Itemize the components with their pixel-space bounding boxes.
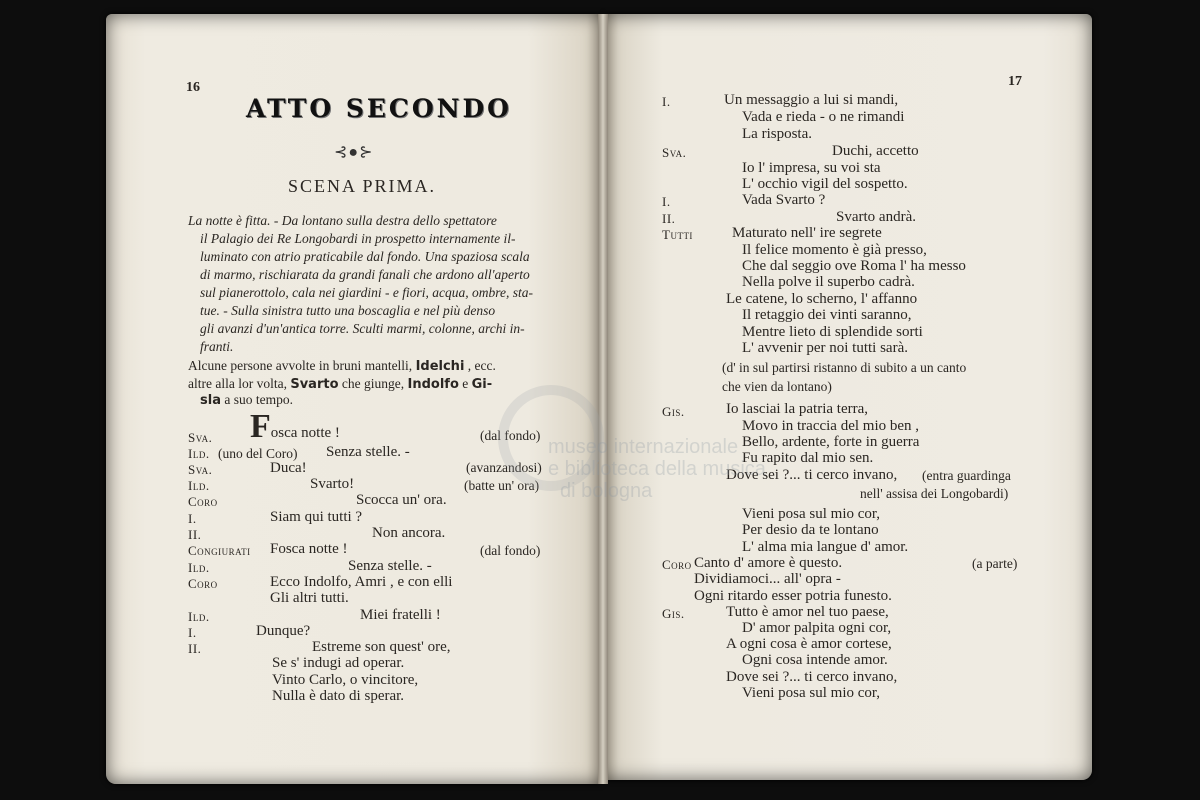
dialogue-line: Tutto è amor nel tuo paese, <box>726 604 889 620</box>
dialogue-line: Vada e rieda - o ne rimandi <box>742 109 905 125</box>
dialogue-line: Maturato nell' ire segrete <box>732 225 882 241</box>
stage-direction-line: tue. - Sulla sinistra tutto una boscaglia e nel più denso <box>200 303 496 318</box>
dialogue-line: Nella polve il superbo cadrà. <box>742 274 915 290</box>
dialogue-line: La risposta. <box>742 126 812 142</box>
stage-note: che vien da lontano) <box>722 379 832 394</box>
speaker: II. <box>188 527 202 542</box>
speaker: Coro <box>662 557 692 572</box>
dialogue-line: L' alma mia langue d' amor. <box>742 539 909 555</box>
speaker: Ild. <box>188 560 210 575</box>
watermark-line: museo internazionale <box>548 436 739 458</box>
stage-direction-line: gli avanzi d'un'antica torre. Sculti marmi, colonne, archi in- <box>200 321 525 336</box>
intro-line-1 <box>188 358 496 374</box>
dialogue-line: Ogni ritardo esser potria funesto. <box>694 588 892 604</box>
dialogue-line: Che dal seggio ove Roma l' ha messo <box>742 258 966 274</box>
dialogue-line: Ecco Indolfo, Amri , e con elli <box>270 574 453 590</box>
book-spine <box>598 14 608 784</box>
stage-direction-line: il Palagio dei Re Longobardi in prospetto internamente il- <box>200 231 516 246</box>
speaker: Coro <box>188 576 218 591</box>
stage-note: (avanzandosi) <box>466 460 542 475</box>
dialogue-line: Bello, ardente, forte in guerra <box>742 434 920 450</box>
dialogue-line: L' avvenir per noi tutti sarà. <box>742 340 908 356</box>
speaker: Gis. <box>662 404 685 419</box>
speaker: Sva. <box>188 430 213 445</box>
speaker: Ild. <box>188 478 210 493</box>
stage-note: (batte un' ora) <box>464 478 540 493</box>
speaker: Ild. <box>188 609 210 624</box>
dialogue-line: D' amor palpita ogni cor, <box>742 620 892 636</box>
dialogue-line: Svarto andrà. <box>836 209 916 225</box>
dialogue-line: Canto d' amore è questo. <box>694 555 843 571</box>
dialogue-line: Il felice momento è già presso, <box>742 242 927 258</box>
character-name-gisla: sla <box>200 393 221 408</box>
dialogue-line: Dividiamoci... all' opra - <box>694 571 841 587</box>
stage-direction-line: franti. <box>200 339 234 354</box>
intro-line-3 <box>200 392 293 408</box>
intro-line-2 <box>188 376 492 392</box>
stage-direction-line: sul pianerottolo, cala nei giardini - e fiori, acqua, ombre, sta- <box>200 285 533 300</box>
dialogue-line: Movo in traccia del mio ben , <box>742 418 920 434</box>
dialogue-line: Duchi, accetto <box>832 143 919 159</box>
speaker: I. <box>662 94 671 109</box>
character-name-gisla: Gi- <box>471 377 493 392</box>
stage-note: (d' in sul partirsi ristanno di subito a un canto <box>722 360 967 375</box>
dialogue-line: Duca! <box>270 460 307 476</box>
dialogue-line: Un messaggio a lui si mandi, <box>724 92 899 108</box>
stage-note: (dal fondo) <box>480 543 541 558</box>
dialogue-line: Gli altri tutti. <box>270 590 349 606</box>
speaker: Sva. <box>662 145 687 160</box>
dialogue-line: Fu rapito dal mio sen. <box>742 450 874 466</box>
dialogue-line: Dove sei ?... ti cerco invano, <box>726 669 898 685</box>
speaker: I. <box>188 511 197 526</box>
speaker: II. <box>188 641 202 656</box>
dialogue-line: Estreme son quest' ore, <box>312 639 451 655</box>
dialogue-line: Non ancora. <box>372 525 446 541</box>
dialogue-line: Siam qui tutti ? <box>270 509 363 525</box>
dialogue-line: Mentre lieto di splendide sorti <box>742 324 923 340</box>
speaker: II. <box>662 211 676 226</box>
speaker: Coro <box>188 494 218 509</box>
dialogue-line: Scocca un' ora. <box>356 492 447 508</box>
scene-title: SCENA PRIMA. <box>288 176 437 196</box>
dialogue-line: L' occhio vigil del sospetto. <box>742 176 908 192</box>
dialogue-line: Le catene, lo scherno, l' affanno <box>726 291 918 307</box>
intro-text: , ecc. <box>467 358 496 373</box>
intro-text: altre alla lor volta, <box>188 376 287 391</box>
stage-note: nell' assisa dei Longobardi) <box>860 486 1009 501</box>
dialogue-line: Vada Svarto ? <box>742 192 826 208</box>
stage-direction-line: di marmo, rischiarata da grandi fanali che ardono all'aperto <box>200 267 530 282</box>
intro-text: che giunge, <box>341 376 405 391</box>
intro-text: Alcune persone avvolte in bruni mantelli, <box>188 358 413 373</box>
dialogue-line: Il retaggio dei vinti saranno, <box>742 307 912 323</box>
watermark-line: e biblioteca della musica <box>548 458 766 480</box>
dialogue-line: Senza stelle. - <box>348 558 432 574</box>
act-title: ATTO SECONDO <box>246 94 512 123</box>
page-number-left: 16 <box>186 80 200 95</box>
dialogue-line: Senza stelle. - <box>326 444 410 460</box>
intro-text: e <box>462 376 469 391</box>
speaker: I. <box>188 625 197 640</box>
watermark-line: di bologna <box>560 480 653 502</box>
dialogue-line: Miei fratelli ! <box>360 607 441 623</box>
dialogue-line: Io lasciai la patria terra, <box>726 401 869 417</box>
character-name-idelchi: Idelchi <box>415 359 465 374</box>
character-name-svarto: Svarto <box>290 377 339 392</box>
dialogue-line: Dove sei ?... ti cerco invano, <box>726 467 898 483</box>
stage-direction-line: luminato con atrio praticabile dal fondo. Una spaziosa scala <box>200 249 530 264</box>
page-number-right: 17 <box>1008 74 1022 89</box>
dialogue-line: Dunque? <box>256 623 311 639</box>
stage-note: (entra guardinga <box>922 468 1011 483</box>
dialogue-line: Nulla è dato di sperar. <box>272 688 405 704</box>
dialogue-line: A ogni cosa è amor cortese, <box>726 636 892 652</box>
speaker: Ild. <box>188 446 210 461</box>
dialogue-text: osca notte ! <box>270 425 340 441</box>
stage-note: (dal fondo) <box>480 428 541 443</box>
dialogue-line: Per desio da te lontano <box>742 522 879 538</box>
dialogue-line: Ogni cosa intende amor. <box>742 652 888 668</box>
dialogue-line <box>250 408 340 445</box>
dialogue-line: Se s' indugi ad operar. <box>272 655 405 671</box>
dialogue-line: Vinto Carlo, o vincitore, <box>272 672 419 688</box>
dialogue-line: Fosca notte ! <box>270 541 348 557</box>
speaker: Tutti <box>662 227 693 242</box>
drop-cap: F <box>250 408 271 445</box>
stage-direction-line: La notte è fitta. - Da lontano sulla destra dello spettatore <box>188 213 497 228</box>
speaker: Congiurati <box>188 543 251 558</box>
dialogue-line: Io l' impresa, su voi sta <box>742 160 881 176</box>
speaker-note: (uno del Coro) <box>218 446 298 461</box>
intro-text: a suo tempo. <box>224 392 293 407</box>
speaker: Gis. <box>662 606 685 621</box>
speaker: I. <box>662 194 671 209</box>
ornament: ⊰●⊱ <box>334 144 374 161</box>
stage-note: (a parte) <box>972 556 1018 571</box>
dialogue-line: Vieni posa sul mio cor, <box>742 506 881 522</box>
speaker: Sva. <box>188 462 213 477</box>
dialogue-line: Vieni posa sul mio cor, <box>742 685 881 701</box>
dialogue-line: Svarto! <box>310 476 355 492</box>
character-name-indolfo: Indolfo <box>407 377 459 392</box>
